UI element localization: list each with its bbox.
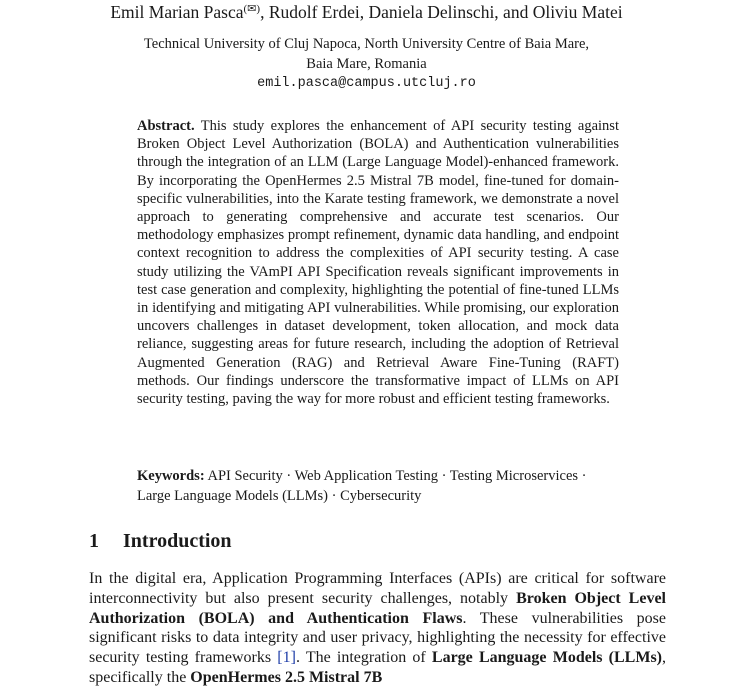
intro-text: . These vulnerabilities pose significant risks to data integrity and user privacy, highlighting the necessity for effective security testing frameworks [89,609,667,667]
intro-text: In the digital era, Application Programming Interfaces (APIs) are critical for software interconnectivity but also present security challenges, notably [89,570,666,607]
intro-text: , specifically the [89,649,667,686]
abstract [137,117,619,408]
citation-link[interactable]: [1] [277,649,296,667]
author-email[interactable]: emil.pasca@campus.utcluj.ro [257,76,476,91]
affiliation-block [0,35,733,94]
co-authors: , Rudolf Erdei, Daniela Delinschi, and Oliviu Matei [260,2,623,22]
section-heading [89,528,232,554]
abstract-label: Abstract. [137,118,195,134]
affiliation-line: Technical University of Cluj Napoca, North University Centre of Baia Mare, [143,36,590,52]
section-number: 1 [89,530,99,552]
author-list [0,0,733,24]
intro-emphasis: Large Language Models (LLMs) [431,649,663,667]
intro-text: . The integration of [295,649,432,667]
intro-emphasis: Broken Object Level Authorization (BOLA) and Authentication Flaws [89,589,667,627]
keywords-text: API Security · Web Application Testing · Testing Microservices · Large Language Models (LLMs) · Cybersecurity [137,468,587,504]
envelope-icon: (✉) [243,3,261,15]
intro-emphasis: OpenHermes 2.5 Mistral 7B [190,668,383,686]
keywords-label: Keywords: [137,468,205,484]
intro-paragraph [89,569,666,688]
section-title: Introduction [123,530,232,552]
keywords [137,466,619,506]
author-name: Emil Marian Pasca [110,2,244,22]
abstract-text: This study explores the enhancement of API security testing against Broken Object Level Authorization (BOLA) and Authentication vulnerabilities through the integration of an LLM (Large Language Model)-enhanced framework. By incorporating the OpenHermes 2.5 Mistral 7B model, fine-tuned for domain-specific vulnerabilities, into the Karate testing framework, we demonstrate a novel approach to generating comprehensive and accurate test scenarios. Our methodology emphasizes prompt refinement, dynamic data handling, and endpoint context recognition to address the complexities of API security testing. A case study utilizing the VAmPI API Specification reveals significant improvements in test case generation and complexity, highlighting the potential of fine-tuned LLMs in identifying and mitigating API vulnerabilities. While promising, our exploration uncovers challenges in dataset development, token allocation, and mock data reliance, suggesting areas for future research, including the adoption of Retrieval Augmented Generation (RAG) and Retrieval Aware Fine-Tuning (RAFT) methods. Our findings underscore the transformative impact of LLMs on API security testing, paving the way for more robust and efficient testing frameworks. [137,118,619,408]
affiliation-line: Baia Mare, Romania [306,55,427,72]
